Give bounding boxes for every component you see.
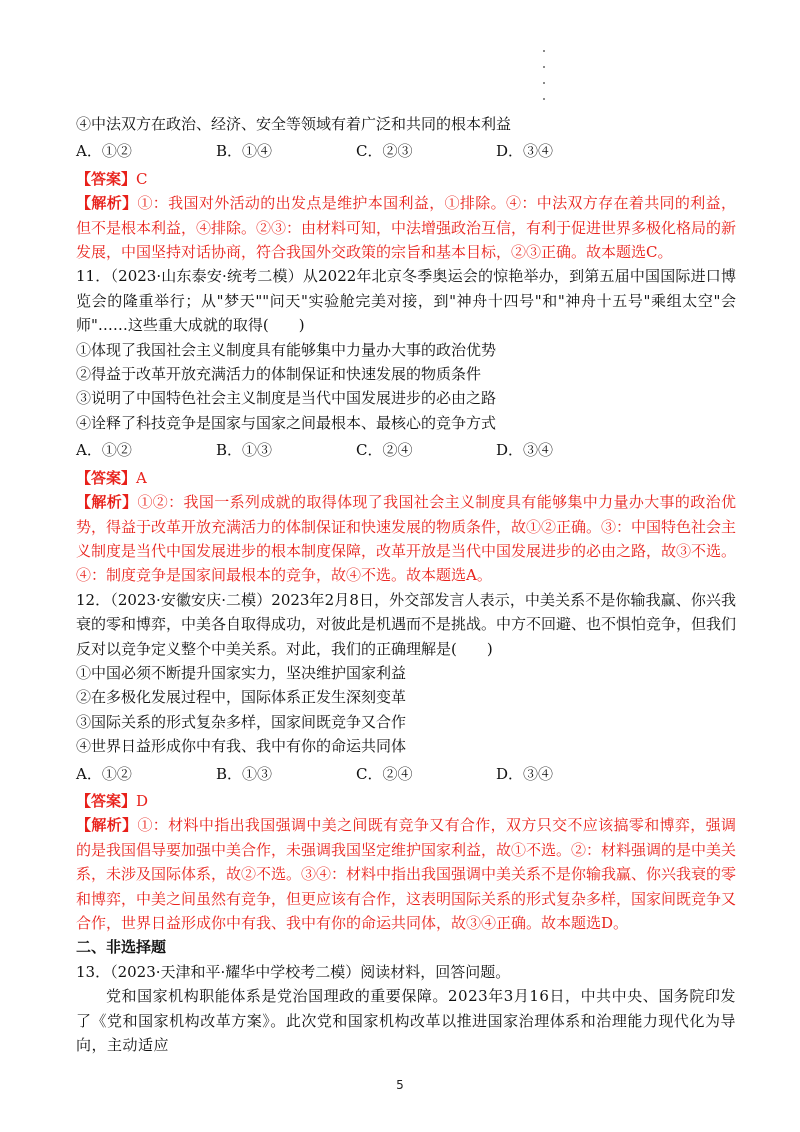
q12-option-d: D．③④ <box>496 764 554 783</box>
q12-option-c: C．②④ <box>356 764 413 783</box>
analysis-text: ①②：我国一系列成就的取得体现了我国社会主义制度具有能够集中力量办大事的政治优势，得益于改革开放充满活力的体制保证和快速发展的物质条件，故①②正确。③：中国特色社会主义制度是当代中国发展进步的根本制度保障，改革开放是当代中国发展进步的必由之路，故③不选。④：制度竞争是国家间最根本的竞争，故④不选。故本题选A。 <box>76 493 737 585</box>
q13-material: 党和国家机构职能体系是党治国理政的重要保障。2023年3月16日，中共中央、国务院印发了《党和国家机构改革方案》。此次党和国家机构改革以推进国家治理体系和治理能力现代化为导向，主动适应 <box>76 987 736 1055</box>
q12-item-2: ②在多极化发展过程中，国际体系正发生深刻变革 <box>76 688 407 707</box>
q11-item-2: ②得益于改革开放充满活力的体制保证和快速发展的物质条件 <box>76 365 482 384</box>
q12-option-a: A．①② <box>76 764 132 783</box>
q11-option-d: D．③④ <box>496 441 554 460</box>
q11-options <box>76 438 736 462</box>
q11-option-a: A．①② <box>76 441 132 460</box>
q11-item-1: ①体现了我国社会主义制度具有能够集中力量办大事的政治优势 <box>76 340 497 359</box>
q10-option-b: B．①④ <box>216 142 273 161</box>
q12-item-1: ①中国必须不断提升国家实力，坚决维护国家利益 <box>76 663 407 682</box>
q11-answer <box>76 466 736 490</box>
q11-item-4: ④诠释了科技竞争是国家与国家之间最根本、最核心的竞争方式 <box>76 413 497 432</box>
q11-option-b: B．①③ <box>216 441 273 460</box>
analysis-tag: 【解析】 <box>76 816 138 835</box>
page-number: 5 <box>396 1078 404 1092</box>
q11-item-3: ③说明了中国特色社会主义制度是当代中国发展进步的必由之路 <box>76 389 497 408</box>
analysis-text: ①：材料中指出我国强调中美之间既有竞争又有合作，双方只交不应该搞零和博弈，强调的是我国倡导要加强中美合作，未强调我国坚定维护国家利益，故①不选。②：材料强调的是中美关系，未涉及国际体系，故②不选。③④：材料中指出我国强调中美关系不是你输我赢、你兴我衰的零和博弈，中美之间虽然有竞争，但更应该有合作，这表明国际关系的形式复杂多样，国家间既竞争又合作，世界日益形成你中有我、我中有你的命运共同体，故③④正确。故本题选D。 <box>76 816 737 932</box>
q11-analysis <box>76 490 736 588</box>
answer-value: A <box>136 468 147 487</box>
answer-value: C <box>136 169 148 188</box>
analysis-text: ①：我国对外活动的出发点是维护本国利益，①排除。④：中法双方存在着共同的利益，但不是根本利益，④排除。②③：由材料可知，中法增强政治互信，有利于促进世界多极化格局的新发展，中国坚持对话协商，符合我国外交政策的宗旨和基本目标，②③正确。故本题选C。 <box>76 194 737 262</box>
answer-tag: 【答案】 <box>76 468 137 487</box>
q10-option-c: C．②③ <box>356 142 413 161</box>
q13-stem: 13．（2023·天津和平·耀华中学校考二模）阅读材料，回答问题。 <box>76 962 511 981</box>
margin-dots <box>541 50 547 114</box>
q12-item-4: ④世界日益形成你中有我、我中有你的命运共同体 <box>76 737 407 756</box>
answer-tag: 【答案】 <box>76 169 137 188</box>
q11-option-c: C．②④ <box>356 441 413 460</box>
q12-answer <box>76 789 736 813</box>
q12-stem: 12．（2023·安徽安庆·二模）2023年2月8日，外交部发言人表示，中美关系不是你输我赢、你兴我衰的零和博弈，中美各自取得成功，对彼此是机遇而不是挑战。中方不回避、也不惧怕竞争，但我们反对以竞争定义整个中美关系。对此，我们的正确理解是( ) <box>76 590 737 658</box>
analysis-tag: 【解析】 <box>76 493 138 512</box>
answer-tag: 【答案】 <box>76 791 137 810</box>
q10-item-4: ④中法双方在政治、经济、安全等领域有着广泛和共同的根本利益 <box>76 115 512 133</box>
q10-answer <box>76 167 736 191</box>
analysis-tag: 【解析】 <box>76 194 138 213</box>
q10-option-a: A．①② <box>76 142 132 161</box>
q12-options <box>76 762 736 786</box>
q12-item-3: ③国际关系的形式复杂多样，国家间既竞争又合作 <box>76 712 407 731</box>
q10-analysis <box>76 191 736 264</box>
section-title: 二、非选择题 <box>76 938 167 957</box>
page-content <box>76 112 736 1057</box>
q10-option-d: D．③④ <box>496 142 554 161</box>
q10-options <box>76 139 736 163</box>
q11-stem: 11．（2023·山东泰安·统考二模）从2022年北京冬季奥运会的惊艳举办，到第五届中国国际进口博览会的隆重举行；从"梦天""问天"实验舱完美对接，到"神舟十四号"和"神舟十五号"乘组太空"会师"……这些重大成就的取得( ) <box>76 267 736 335</box>
q12-analysis <box>76 813 736 935</box>
q12-option-b: B．①③ <box>216 764 273 783</box>
answer-value: D <box>136 791 149 810</box>
